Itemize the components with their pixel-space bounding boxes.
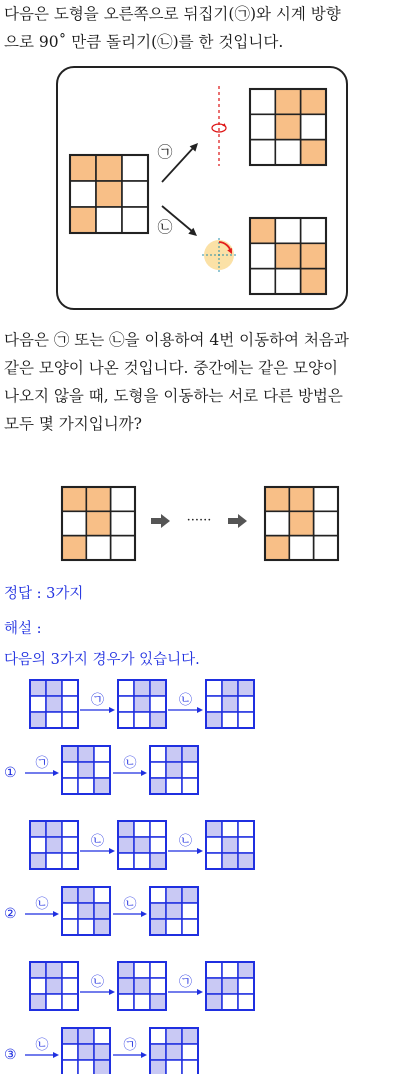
grid-cell — [30, 696, 46, 712]
grid-cell — [30, 680, 46, 696]
grid-cell — [62, 680, 78, 696]
grid-cell — [182, 1060, 198, 1074]
case1-row1-arrow2-label: ㉡ — [178, 693, 193, 708]
grid-cell — [30, 978, 46, 994]
ellipsis-text: ······ — [186, 513, 212, 528]
grid-cell — [222, 853, 238, 869]
case2-row2-arrow2-head — [141, 911, 147, 917]
grid-cell — [118, 821, 134, 837]
grid-cell — [62, 712, 78, 728]
case2-row1-grid1 — [30, 821, 78, 869]
case1-row2-arrow1-head — [53, 770, 59, 776]
grid-cell — [62, 1044, 78, 1060]
grid-cell — [94, 778, 110, 794]
grid-cell — [206, 696, 222, 712]
grid-cell — [46, 712, 62, 728]
grid-cell — [78, 1028, 94, 1044]
case2-row2-arrow2-label: ㉡ — [123, 897, 137, 912]
grid-cell — [222, 962, 238, 978]
case1-number: ① — [4, 765, 17, 781]
grid-cell — [94, 903, 110, 919]
grid-cell — [238, 962, 254, 978]
case3-row2-grid2 — [150, 1028, 198, 1074]
grid-cell — [134, 994, 150, 1010]
grid-cell — [222, 821, 238, 837]
grid-cell — [62, 919, 78, 935]
grid-cell — [62, 746, 78, 762]
case3-row2-arrow2-label: ㉠ — [123, 1038, 137, 1053]
case1-row1-arrow2-head — [197, 707, 203, 713]
case1-row1-arrow1-label: ㉠ — [90, 693, 105, 708]
case2-row2-arrow1-label: ㉡ — [35, 897, 49, 912]
grid-cell — [30, 712, 46, 728]
grid-cell — [62, 994, 78, 1010]
case1-row2-arrow1-label: ㉠ — [35, 756, 49, 771]
grid-cell — [222, 680, 238, 696]
grid-cell — [94, 887, 110, 903]
grid-cell — [46, 837, 62, 853]
grid-cell — [78, 887, 94, 903]
grid-cell — [150, 903, 166, 919]
grid-cell — [118, 837, 134, 853]
case3-row1-arrow2-label: ㉠ — [178, 975, 193, 990]
case2-row2-grid1 — [62, 887, 110, 935]
case1-row2-grid2 — [150, 746, 198, 794]
grid-cell — [94, 1060, 110, 1074]
grid-cell — [134, 696, 150, 712]
grid-cell — [182, 1028, 198, 1044]
case2-row1-arrow2-head — [197, 848, 203, 854]
case3-row2-arrow1-label: ㉡ — [35, 1038, 49, 1053]
grid-cell — [62, 887, 78, 903]
case2-row2-arrow1-head — [53, 911, 59, 917]
grid-cell — [150, 762, 166, 778]
grid-cell — [150, 1060, 166, 1074]
grid-cell — [238, 680, 254, 696]
question-line-1: 다음은 ㉠ 또는 ㉡을 이용하여 4번 이동하여 처음과 — [4, 331, 349, 349]
grid-cell — [238, 821, 254, 837]
grid-cell — [62, 821, 78, 837]
grid-cell — [238, 853, 254, 869]
grid-cell — [78, 746, 94, 762]
grid-cell — [118, 696, 134, 712]
grid-cell — [206, 837, 222, 853]
grid-cell — [30, 821, 46, 837]
flip-label: ㉠ — [157, 143, 173, 161]
grid-cell — [222, 696, 238, 712]
grid-cell — [150, 853, 166, 869]
case1-row2-grid1 — [62, 746, 110, 794]
case3-row1-arrow1-label: ㉡ — [90, 975, 105, 990]
case1-row1-grid3 — [206, 680, 254, 728]
question-line-2: 같은 모양이 나온 것입니다. 중간에는 같은 모양이 — [4, 359, 338, 377]
case3-row1-grid3 — [206, 962, 254, 1010]
grid-cell — [238, 696, 254, 712]
grid-cell — [182, 887, 198, 903]
case3-row1-arrow1-head — [109, 989, 115, 995]
grid-cell — [182, 1044, 198, 1060]
grid-cell — [166, 887, 182, 903]
grid-cell — [150, 919, 166, 935]
grid-cell — [94, 762, 110, 778]
grid-cell — [46, 978, 62, 994]
case2-row1-arrow2-label: ㉡ — [178, 834, 193, 849]
grid-cell — [150, 712, 166, 728]
grid-cell — [222, 712, 238, 728]
case3-row2-arrow1-head — [53, 1052, 59, 1058]
case1-row1-grid2 — [118, 680, 166, 728]
grid-cell — [46, 853, 62, 869]
grid-cell — [78, 1044, 94, 1060]
grid-cell — [78, 903, 94, 919]
grid-cell — [182, 903, 198, 919]
case3-row2-arrow2-head — [141, 1052, 147, 1058]
case1-row2-arrow2-label: ㉡ — [123, 756, 137, 771]
grid-cell — [206, 680, 222, 696]
case1-row1-grid1 — [30, 680, 78, 728]
grid-cell — [46, 821, 62, 837]
grid-cell — [134, 712, 150, 728]
grid-cell — [150, 746, 166, 762]
case3-row1-arrow2-head — [197, 989, 203, 995]
grid-cell — [166, 903, 182, 919]
grid-cell — [62, 962, 78, 978]
grid-cell — [94, 1044, 110, 1060]
grid-cell — [182, 746, 198, 762]
question-line-3: 나오지 않을 때, 도형을 이동하는 서로 다른 방법은 — [4, 387, 343, 405]
grid-cell — [62, 903, 78, 919]
case1-row1-arrow1-head — [109, 707, 115, 713]
grid-cell — [206, 994, 222, 1010]
grid-cell — [150, 778, 166, 794]
grid-cell — [134, 978, 150, 994]
grid-cell — [78, 1060, 94, 1074]
grid-cell — [222, 837, 238, 853]
grid-cell — [62, 696, 78, 712]
grid-cell — [150, 962, 166, 978]
grid-cell — [46, 962, 62, 978]
intro-line-1: 다음은 도형을 오른쪽으로 뒤집기(㉠)와 시계 방향 — [4, 5, 341, 23]
grid-cell — [150, 1028, 166, 1044]
grid-cell — [206, 978, 222, 994]
grid-cell — [166, 762, 182, 778]
explanation-text: 다음의 3가지 경우가 있습니다. — [4, 652, 200, 668]
grid-cell — [118, 712, 134, 728]
grid-cell — [46, 696, 62, 712]
rotate-label: ㉡ — [157, 218, 173, 236]
grid-cell — [222, 994, 238, 1010]
grid-cell — [134, 821, 150, 837]
grid-cell — [30, 962, 46, 978]
grid-cell — [62, 762, 78, 778]
grid-cell — [118, 994, 134, 1010]
case1-row2-arrow2-head — [141, 770, 147, 776]
grid-cell — [150, 978, 166, 994]
answer-label: 정답 : 3가지 — [4, 586, 84, 602]
case2-row1-arrow1-label: ㉡ — [90, 834, 105, 849]
grid-cell — [150, 994, 166, 1010]
grid-cell — [134, 680, 150, 696]
grid-cell — [150, 680, 166, 696]
case2-row1-arrow1-head — [109, 848, 115, 854]
grid-cell — [46, 680, 62, 696]
grid-cell — [134, 837, 150, 853]
grid-cell — [62, 1028, 78, 1044]
grid-cell — [166, 1060, 182, 1074]
case3-number: ③ — [4, 1047, 17, 1063]
grid-cell — [166, 919, 182, 935]
grid-cell — [206, 962, 222, 978]
grid-cell — [94, 919, 110, 935]
grid-cell — [182, 778, 198, 794]
explanation-label: 해설 : — [4, 621, 42, 637]
case2-row2-grid2 — [150, 887, 198, 935]
grid-cell — [166, 1044, 182, 1060]
case2-number: ② — [4, 906, 17, 922]
grid-cell — [118, 978, 134, 994]
grid-cell — [150, 696, 166, 712]
grid-cell — [118, 962, 134, 978]
grid-cell — [118, 853, 134, 869]
grid-cell — [78, 762, 94, 778]
grid-cell — [206, 821, 222, 837]
grid-cell — [78, 919, 94, 935]
case2-row1-grid2 — [118, 821, 166, 869]
grid-cell — [206, 712, 222, 728]
grid-cell — [62, 778, 78, 794]
grid-cell — [166, 1028, 182, 1044]
grid-cell — [62, 837, 78, 853]
grid-cell — [94, 746, 110, 762]
case3-row1-grid2 — [118, 962, 166, 1010]
grid-cell — [238, 837, 254, 853]
grid-cell — [206, 853, 222, 869]
case3-row2-grid1 — [62, 1028, 110, 1074]
grid-cell — [238, 978, 254, 994]
grid-cell — [166, 746, 182, 762]
grid-cell — [182, 762, 198, 778]
grid-cell — [150, 821, 166, 837]
grid-cell — [62, 978, 78, 994]
grid-cell — [134, 962, 150, 978]
grid-cell — [78, 778, 94, 794]
grid-cell — [222, 978, 238, 994]
grid-cell — [30, 853, 46, 869]
grid-cell — [30, 994, 46, 1010]
grid-cell — [182, 919, 198, 935]
grid-cell — [150, 1044, 166, 1060]
grid-cell — [150, 887, 166, 903]
grid-cell — [62, 1060, 78, 1074]
case3-row1-grid1 — [30, 962, 78, 1010]
question-line-4: 모두 몇 가지입니까? — [4, 415, 142, 433]
case2-row1-grid3 — [206, 821, 254, 869]
grid-cell — [238, 994, 254, 1010]
grid-cell — [30, 837, 46, 853]
grid-cell — [118, 680, 134, 696]
grid-cell — [150, 837, 166, 853]
intro-line-2: 으로 90˚ 만큼 돌리기(㉡)를 한 것입니다. — [4, 33, 284, 51]
grid-cell — [94, 1028, 110, 1044]
grid-cell — [62, 853, 78, 869]
grid-cell — [134, 853, 150, 869]
grid-cell — [166, 778, 182, 794]
grid-cell — [238, 712, 254, 728]
grid-cell — [46, 994, 62, 1010]
